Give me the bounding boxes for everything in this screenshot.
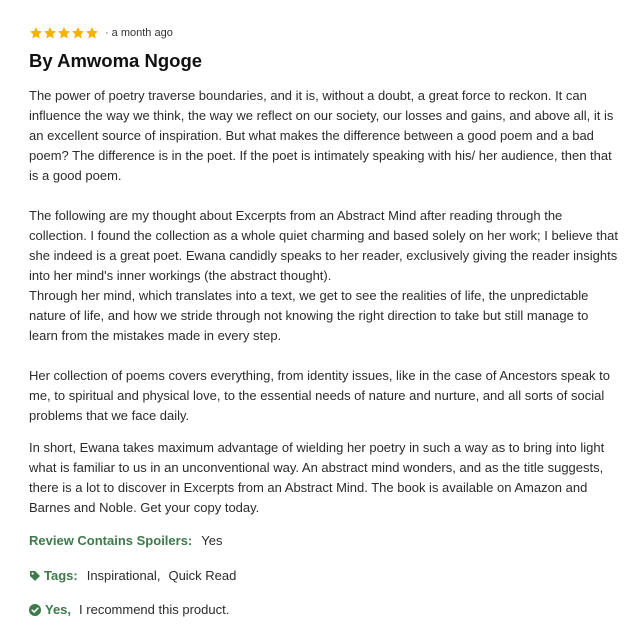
spoilers-label: Review Contains Spoilers: bbox=[29, 533, 193, 548]
star-icon bbox=[29, 26, 43, 40]
tag-separator: , bbox=[156, 568, 161, 583]
recommend-row bbox=[29, 600, 618, 620]
recommend-label: Yes, bbox=[45, 602, 72, 617]
tag-icon bbox=[29, 570, 41, 582]
meta-separator: · bbox=[105, 27, 109, 39]
spoilers-row bbox=[29, 531, 618, 551]
review-paragraph: In short, Ewana takes maximum advantage of wielding her poetry in such a way as to bring into light what is familiar to us in an unconventional way. An abstract mind wonders, and as the title suggests, there is a lot to discover in Excerpts from an Abstract Mind. The book is available on Amazon and Barnes and Noble. Get your copy today. bbox=[29, 440, 605, 515]
review-paragraph: Through her mind, which translates into a text, we get to see the realities of life, the unpredictable nature of life, and how we stride through not knowing the right direction to take but still manage to learn from the mistakes made in every step. bbox=[29, 288, 589, 343]
tag-inspirational[interactable]: Inspirational bbox=[86, 568, 157, 583]
review-author: By Amwoma Ngoge bbox=[29, 50, 203, 71]
star-icon bbox=[43, 26, 57, 40]
star-icon bbox=[71, 26, 85, 40]
tags-label: Tags: bbox=[44, 568, 78, 583]
review-paragraph: The following are my thought about Excerpts from an Abstract Mind after reading through the collection. I found the collection as a whole quiet charming and based solely on her work; I believe that she indeed is a great poet. Ewana candidly speaks to her reader, exclusively giving the reader insights into her mind's inner workings (the abstract thought). bbox=[29, 208, 618, 283]
review-paragraph: Her collection of poems covers everything, from identity issues, like in the case of Ancestors speak to me, to spiritual and physical love, to the essential needs of nature and nurture, and all sorts of social problems that we face daily. bbox=[29, 368, 610, 423]
recommend-text: I recommend this product. bbox=[79, 602, 230, 617]
review-body bbox=[29, 86, 619, 518]
review-paragraph: The power of poetry traverse boundaries, and it is, without a doubt, a great force to reckon. It can influence the way we think, the way we reflect on our society, our losses and gains, and above all, it is an excellent source of inspiration. But what makes the difference between a good poem and a bad poem? The difference is in the poet. If the poet is intimately speaking with his/ her audience, then that is a good poem. bbox=[29, 88, 614, 183]
spoilers-value: Yes bbox=[201, 533, 223, 548]
star-icon bbox=[57, 26, 71, 40]
check-circle-icon bbox=[29, 604, 41, 616]
star-rating bbox=[29, 26, 99, 40]
tags-row bbox=[29, 566, 618, 586]
review-meta bbox=[29, 24, 618, 42]
tag-quick-read[interactable]: Quick Read bbox=[168, 568, 237, 583]
star-icon bbox=[85, 26, 99, 40]
review-date: a month ago bbox=[111, 27, 173, 39]
